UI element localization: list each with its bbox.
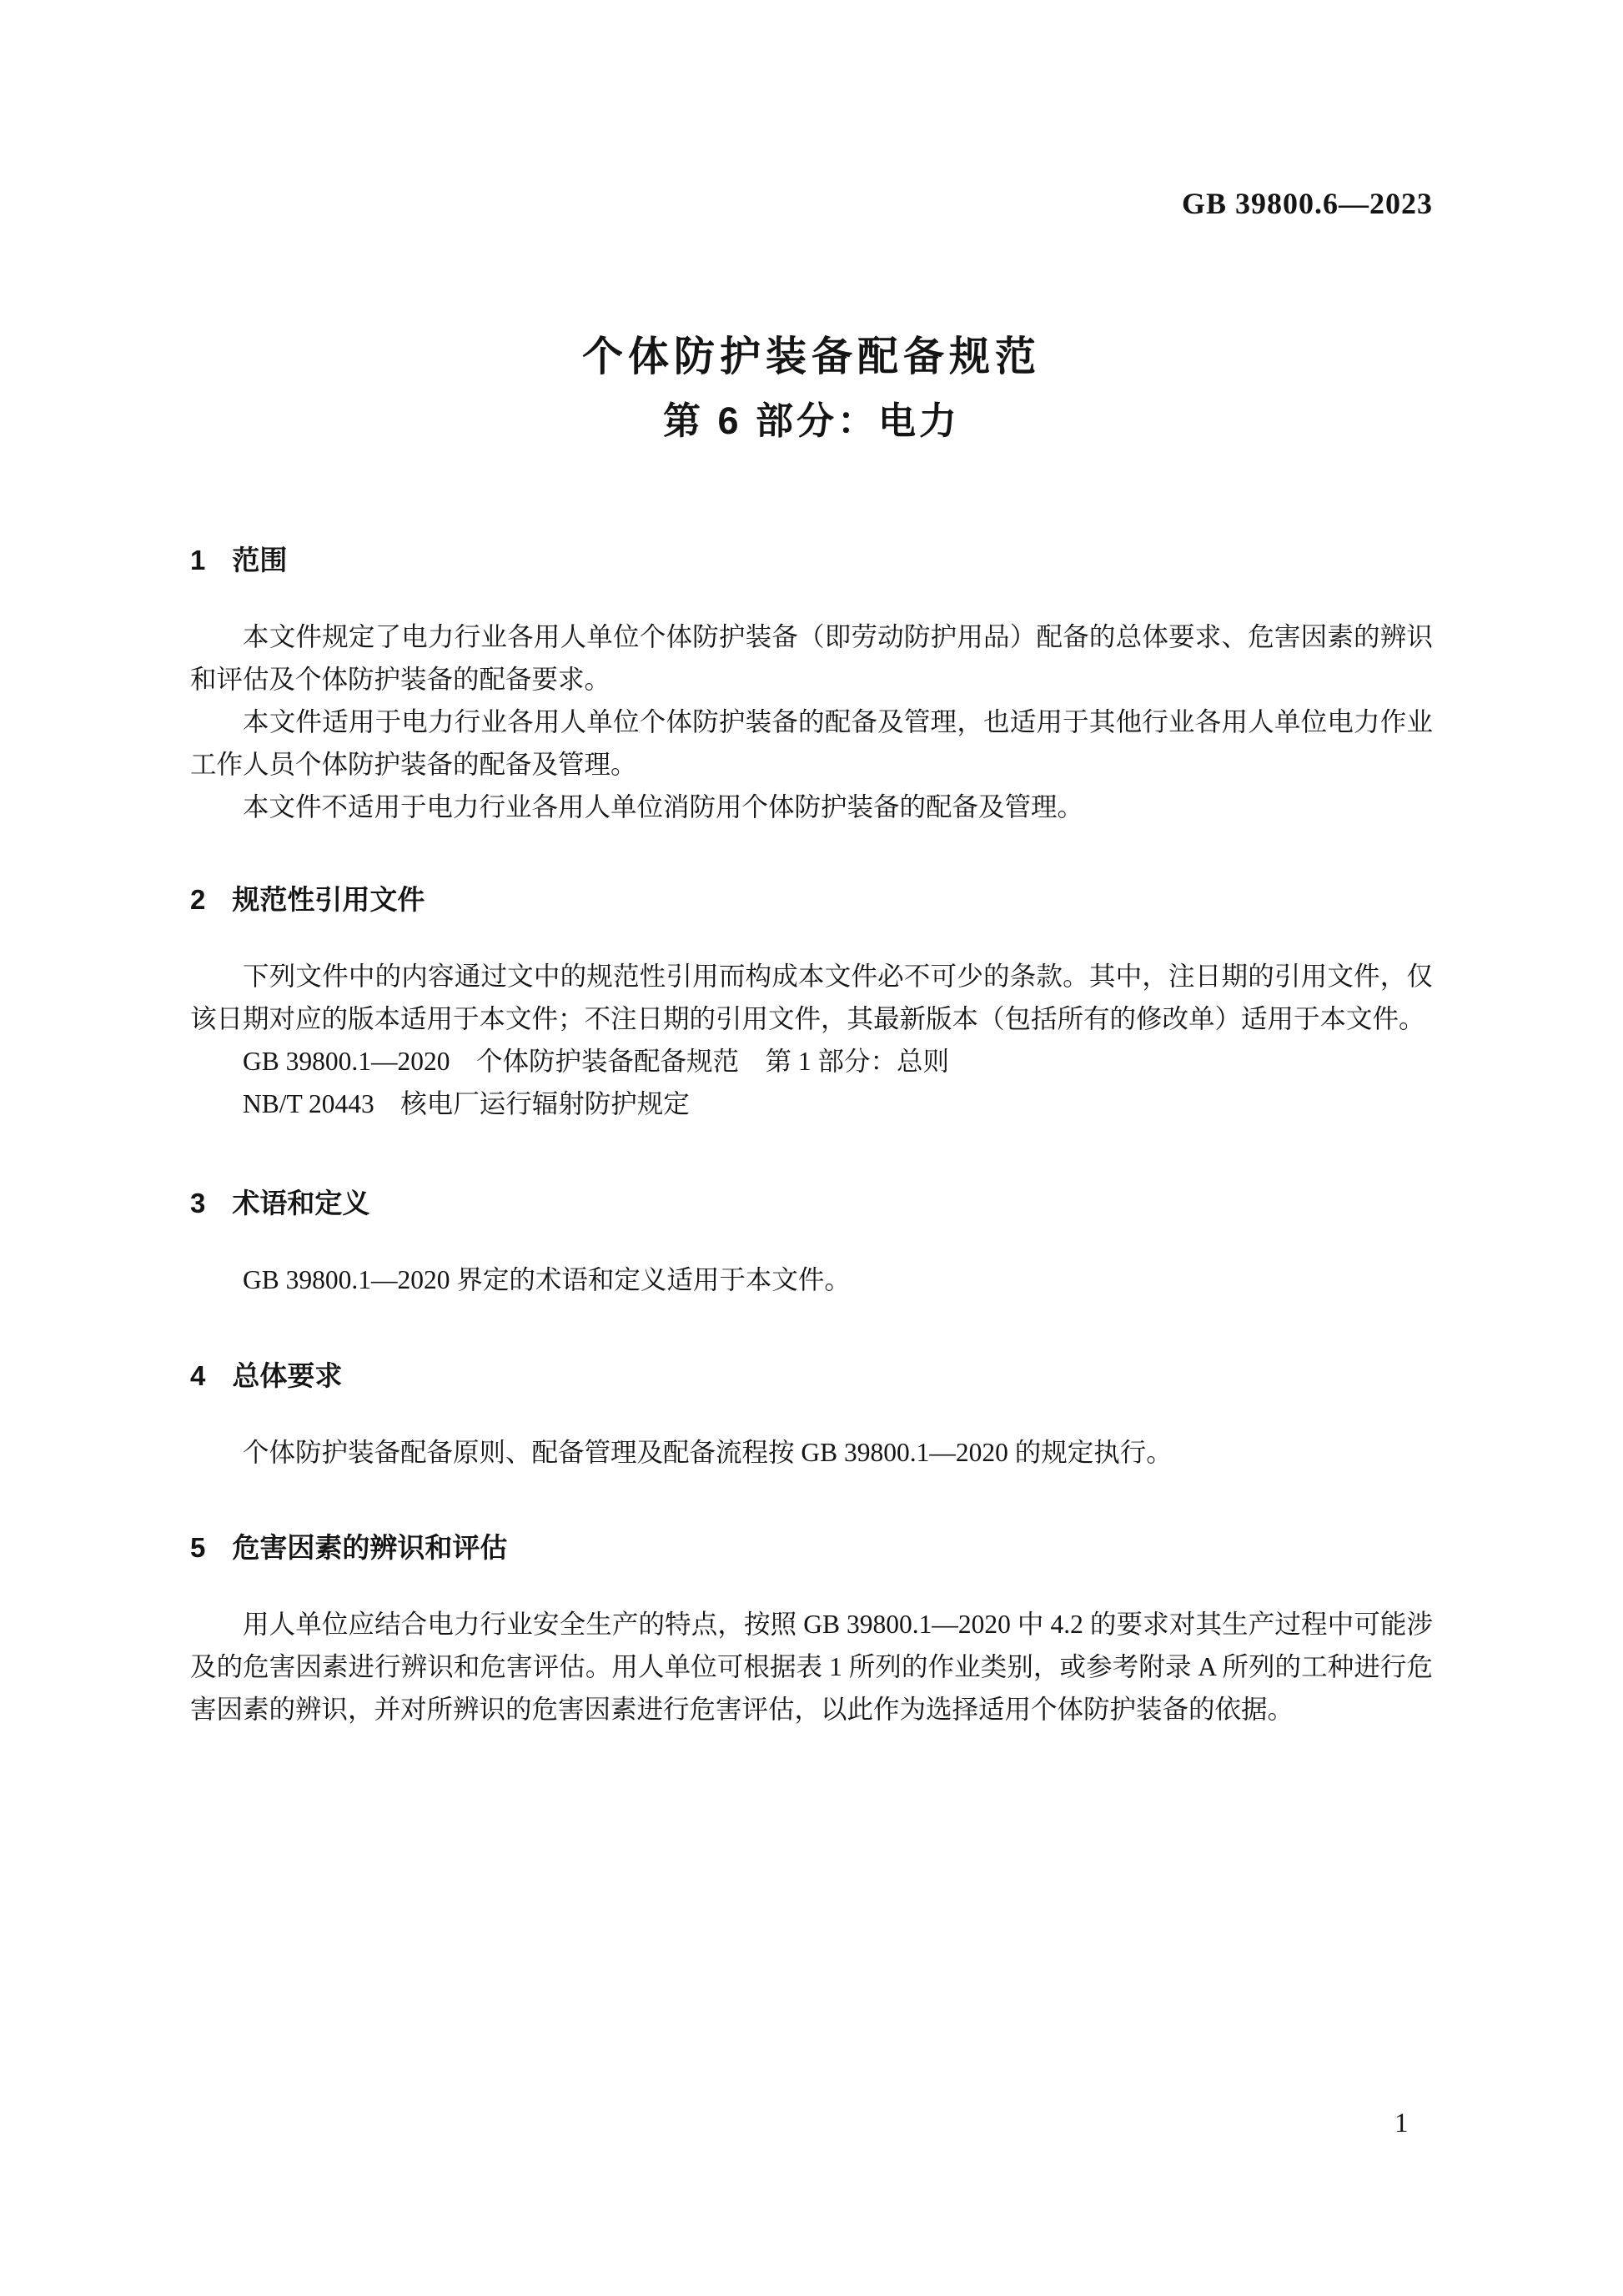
paragraph: 本文件适用于电力行业各用人单位个体防护装备的配备及管理，也适用于其他行业各用人单位电力作业工作人员个体防护装备的配备及管理。	[190, 707, 1433, 779]
standard-code: GB 39800.6—2023	[1181, 187, 1433, 220]
page-content	[190, 0, 1433, 1731]
section-1-heading	[190, 542, 1433, 579]
paragraph: 本文件规定了电力行业各用人单位个体防护装备（即劳动防护用品）配备的总体要求、危害因素的辨识和评估及个体防护装备的配备要求。	[190, 622, 1433, 694]
section-number: 2	[190, 884, 206, 915]
reference-item: GB 39800.1—2020 个体防护装备配备规范 第 1 部分：总则	[243, 1047, 950, 1076]
paragraph: GB 39800.1—2020 界定的术语和定义适用于本文件。	[243, 1265, 851, 1294]
section-number: 5	[190, 1532, 206, 1563]
section-scope	[190, 542, 1433, 828]
document-title: 个体防护装备配备规范	[581, 334, 1041, 379]
reference-item: NB/T 20443 核电厂运行辐射防护规定	[243, 1089, 690, 1118]
paragraph: 本文件不适用于电力行业各用人单位消防用个体防护装备的配备及管理。	[243, 792, 1084, 821]
section-title: 总体要求	[232, 1360, 343, 1391]
section-hazard-identification	[190, 1530, 1433, 1731]
section-title: 范围	[232, 545, 288, 575]
section-terms-definitions	[190, 1185, 1433, 1301]
section-4-heading	[190, 1358, 1433, 1394]
paragraph: 用人单位应结合电力行业安全生产的特点，按照 GB 39800.1—2020 中 4.2 的要求对其生产过程中可能涉及的危害因素进行辨识和危害评估。用人单位可根据表 1 所列的作业类别，或参考附录 A 所列的工种进行危害因素的辨识，并对所辨识的危害因素进行危害评估，以此作为选择适用个体防护装备的依据。	[190, 1610, 1433, 1724]
section-3-heading	[190, 1185, 1433, 1222]
section-number: 1	[190, 545, 206, 575]
page-number: 1	[1394, 2108, 1409, 2138]
section-title: 危害因素的辨识和评估	[232, 1532, 508, 1563]
document-subtitle: 第 6 部分：电力	[662, 399, 961, 442]
section-5-heading	[190, 1530, 1433, 1566]
section-2-heading	[190, 882, 1433, 918]
section-title: 术语和定义	[232, 1188, 370, 1218]
section-normative-references	[190, 882, 1433, 1125]
section-title: 规范性引用文件	[232, 884, 425, 915]
paragraph: 下列文件中的内容通过文中的规范性引用而构成本文件必不可少的条款。其中，注日期的引用文件，仅该日期对应的版本适用于本文件；不注日期的引用文件，其最新版本（包括所有的修改单）适用于本文件。	[190, 962, 1433, 1033]
paragraph: 个体防护装备配备原则、配备管理及配备流程按 GB 39800.1—2020 的规定执行。	[243, 1438, 1173, 1467]
section-number: 4	[190, 1360, 206, 1391]
section-general-requirements	[190, 1358, 1433, 1474]
section-number: 3	[190, 1188, 206, 1218]
